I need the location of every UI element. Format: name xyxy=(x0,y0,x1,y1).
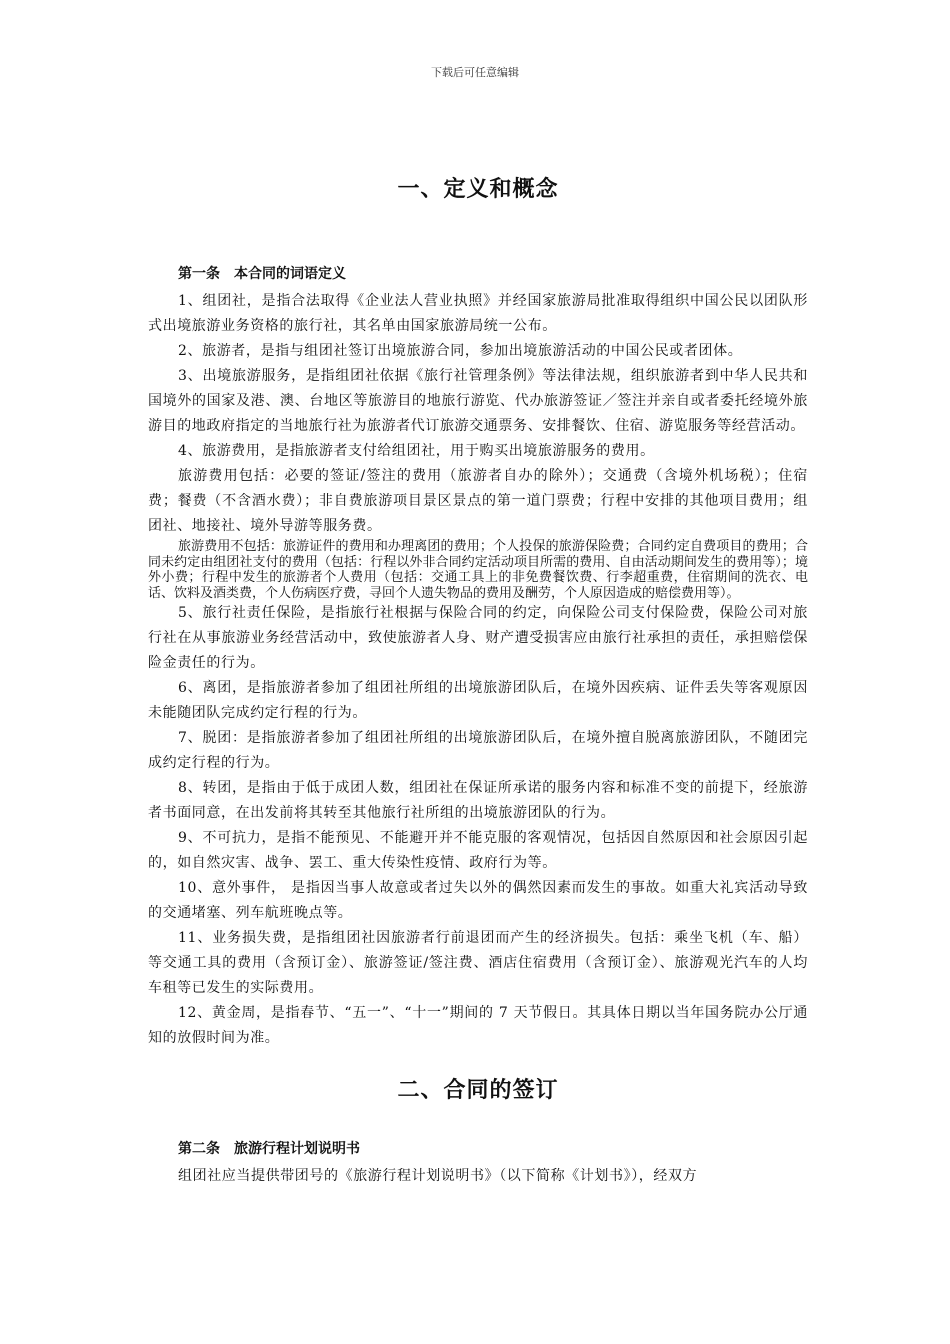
paragraph: 组团社应当提供带团号的《旅游行程计划说明书》（以下简称《计划书》），经双方 xyxy=(178,1168,698,1184)
paragraph: 6、离团，是指旅游者参加了组团社所组的出境旅游团队后，在境外因疾病、证件丢失等客观原因未能随团队完成约定行程的行为。 xyxy=(148,680,808,721)
paragraph: 4、旅游费用，是指旅游者支付给组团社，用于购买出境旅游服务的费用。 xyxy=(178,443,655,459)
article-heading xyxy=(178,263,808,283)
article-number: 第二条 xyxy=(178,1141,220,1157)
paragraph: 7、脱团：是指旅游者参加了组团社所组的出境旅游团队后，在境外擅自脱离旅游团队，不随团完成约定行程的行为。 xyxy=(148,730,808,771)
article-number: 第一条 xyxy=(178,266,220,282)
paragraph: 5、旅行社责任保险，是指旅行社根据与保险合同的约定，向保险公司支付保险费，保险公司对旅行社在从事旅游业务经营活动中，致使旅游者人身、财产遭受损害应由旅行社承担的责任，承担赔偿保险金责任的行为。 xyxy=(148,605,808,671)
paragraph: 8、转团，是指由于低于成团人数，组团社在保证所承诺的服务内容和标准不变的前提下，经旅游者书面同意，在出发前将其转至其他旅行社所组的出境旅游团队的行为。 xyxy=(148,780,808,821)
paragraph: 11、业务损失费，是指组团社因旅游者行前退团而产生的经济损失。包括：乘坐飞机（车、船）等交通工具的费用（含预订金）、旅游签证/签注费、酒店住宿费用（含预订金）、旅游观光汽车的人均车租等已发生的实际费用。 xyxy=(148,930,808,996)
paragraph: 10、意外事件， 是指因当事人故意或者过失以外的偶然因素而发生的事故。如重大礼宾活动导致的交通堵塞、列车航班晚点等。 xyxy=(148,880,808,921)
article-title: 旅游行程计划说明书 xyxy=(234,1141,360,1157)
section-heading-signing: 二、合同的签订 xyxy=(397,1078,559,1103)
paragraph: 旅游费用不包括：旅游证件的费用和办理离团的费用；个人投保的旅游保险费；合同约定自费项目的费用；合同未约定由组团社支付的费用（包括：行程以外非合同约定活动项目所需的费用、自由活动期间发生的费用等）；境外小费；行程中发生的旅游者个人费用（包括：交通工具上的非免费餐饮费、行李超重费，住宿期间的洗衣、电话、饮料及酒类费，个人伤病医疗费，寻回个人遗失物品的费用及酬劳，个人原因造成的赔偿费用等）。 xyxy=(148,539,808,601)
article-title: 本合同的词语定义 xyxy=(234,266,346,282)
section-heading-definitions: 一、定义和概念 xyxy=(397,177,559,202)
paragraph: 1、组团社，是指合法取得《企业法人营业执照》并经国家旅游局批准取得组织中国公民以团队形式出境旅游业务资格的旅行社，其名单由国家旅游局统一公布。 xyxy=(148,293,808,334)
article-heading xyxy=(178,1138,808,1158)
paragraph: 2、旅游者，是指与组团社签订出境旅游合同，参加出境旅游活动的中国公民或者团体。 xyxy=(178,343,743,359)
document-body xyxy=(148,172,808,1189)
paragraph: 12、黄金周，是指春节、“五一”、“十一”期间的 7 天节假日。其具体日期以当年国务院办公厅通知的放假时间为准。 xyxy=(148,1005,808,1046)
paragraph: 9、不可抗力，是指不能预见、不能避开并不能克服的客观情况，包括因自然原因和社会原因引起的，如自然灾害、战争、罢工、重大传染性疫情、政府行为等。 xyxy=(148,830,808,871)
header-note: 下载后可任意编辑 xyxy=(431,66,519,79)
paragraph: 旅游费用包括：必要的签证/签注的费用（旅游者自办的除外）；交通费（含境外机场税）；住宿费；餐费（不含酒水费）；非自费旅游项目景区景点的第一道门票费；行程中安排的其他项目费用；组团社、地接社、境外导游等服务费。 xyxy=(148,468,808,534)
paragraph: 3、出境旅游服务，是指组团社依据《旅行社管理条例》等法律法规，组织旅游者到中华人民共和国境外的国家及港、澳、台地区等旅游目的地旅行游览、代办旅游签证／签注并亲自或者委托经境外旅游目的地政府指定的当地旅行社为旅游者代订旅游交通票务、安排餐饮、住宿、游览服务等经营活动。 xyxy=(148,368,808,434)
